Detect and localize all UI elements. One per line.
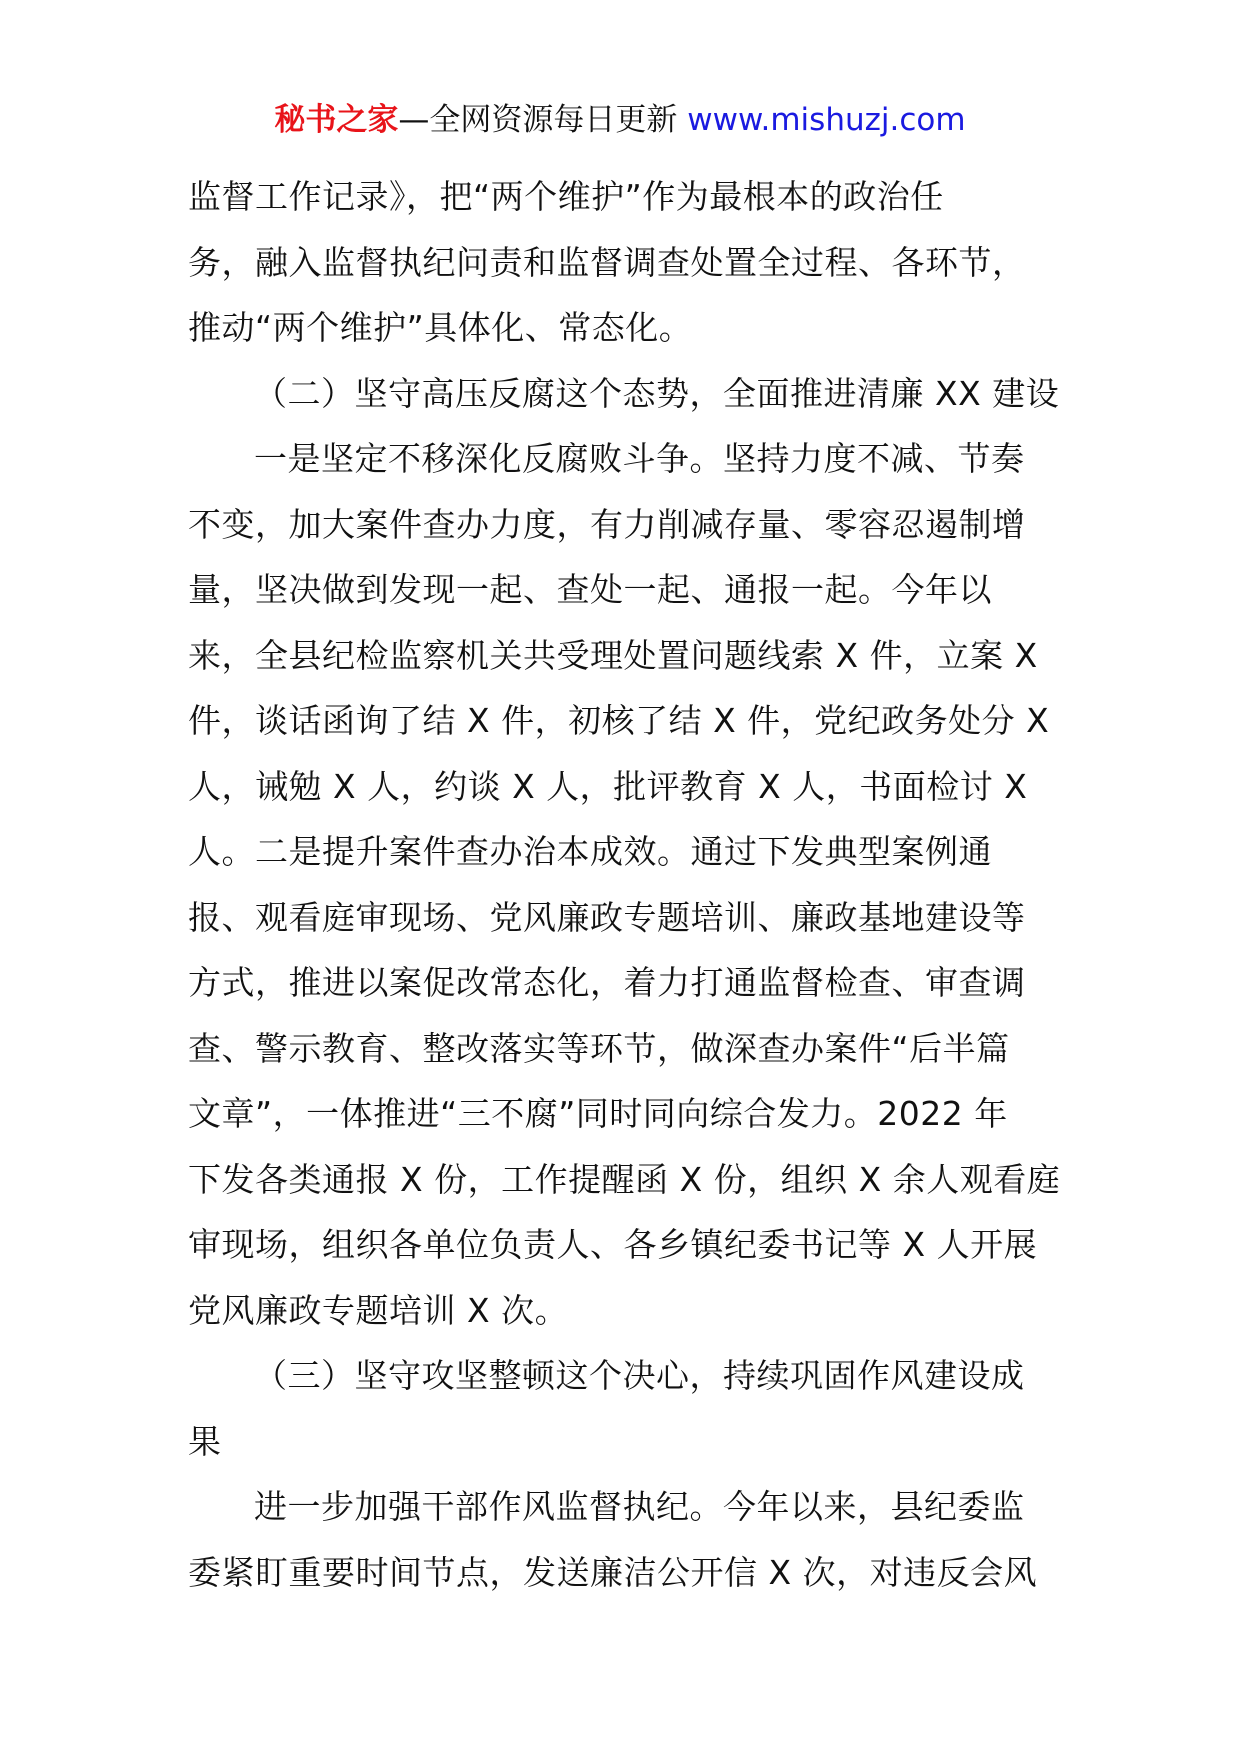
- brand-name: 秘书之家: [274, 102, 399, 138]
- text-line: 果: [188, 1421, 222, 1461]
- text-line: 查、警示教育、整改落实等环节，做深查办案件“后半篇: [188, 1028, 1010, 1068]
- text-line: 审现场，组织各单位负责人、各乡镇纪委书记等 X 人开展: [188, 1225, 1038, 1264]
- paragraph-start: 进一步加强干部作风监督执纪。今年以来，县纪委监: [254, 1487, 1025, 1526]
- site-header: [0, 100, 1240, 140]
- text-line: 下发各类通报 X 份，工作提醒函 X 份，组织 X 余人观看庭: [188, 1159, 1061, 1199]
- text-line: 件，谈话函询了结 X 件，初核了结 X 件，党纪政务处分 X: [188, 701, 1050, 740]
- text-line: 不变，加大案件查办力度，有力削减存量、零容忍遏制增: [188, 504, 1026, 544]
- text-line: 人。二是提升案件查办治本成效。通过下发典型案例通: [188, 832, 992, 871]
- document-body: [188, 164, 1064, 1605]
- text-line: 推动“两个维护”具体化、常态化。: [188, 308, 693, 347]
- section-heading-3: （三）坚守攻坚整顿这个决心，持续巩固作风建设成: [254, 1356, 1025, 1395]
- text-line: 务，融入监督执纪问责和监督调查处置全过程、各环节，: [188, 242, 1026, 282]
- text-line: 来，全县纪检监察机关共受理处置问题线索 X 件，立案 X: [188, 635, 1038, 675]
- site-url-link[interactable]: www.mishuzj.com: [687, 102, 966, 138]
- paragraph-start: 一是坚定不移深化反腐败斗争。坚持力度不减、节奏: [254, 439, 1025, 478]
- text-line: 报、观看庭审现场、党风廉政专题培训、廉政基地建设等: [188, 897, 1026, 937]
- text-line: 党风廉政专题培训 X 次。: [188, 1290, 569, 1330]
- text-line: 文章”，一体推进“三不腐”同时同向综合发力。2022 年: [188, 1094, 1008, 1133]
- section-heading-2: （二）坚守高压反腐这个态势，全面推进清廉 XX 建设: [254, 373, 1060, 413]
- header-tagline: —全网资源每日更新: [398, 102, 688, 138]
- text-line: 方式，推进以案促改常态化，着力打通监督检查、审查调: [188, 963, 1026, 1002]
- text-line: 人，诫勉 X 人，约谈 X 人，批评教育 X 人，书面检讨 X: [188, 766, 1028, 806]
- text-line: 量，坚决做到发现一起、查处一起、通报一起。今年以: [188, 570, 992, 609]
- text-line: 监督工作记录》，把“两个维护”作为最根本的政治任: [188, 177, 944, 216]
- text-line: 委紧盯重要时间节点，发送廉洁公开信 X 次，对违反会风: [188, 1552, 1038, 1592]
